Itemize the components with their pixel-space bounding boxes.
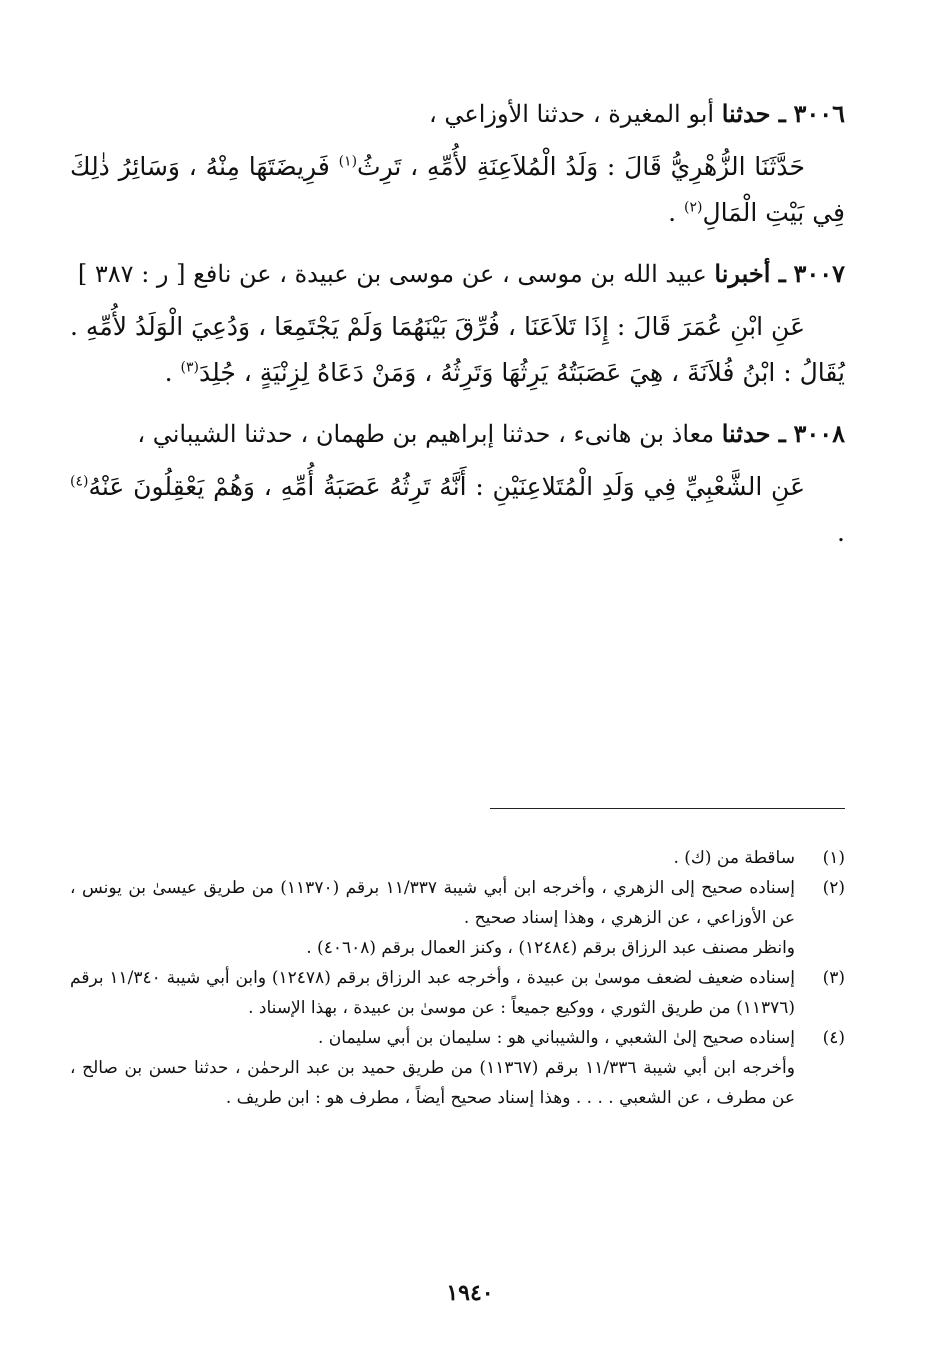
isnad: ٣٠٠٦ ـ حدثنا أبو المغيرة ، حدثنا الأوزاعي ،	[429, 99, 845, 128]
footnote-divider	[490, 808, 845, 809]
footnote-text: إسناده صحيح إلىٰ الشعبي ، والشيباني هو : سليمان بن أبي سليمان .	[317, 1028, 795, 1048]
hadith-3008	[70, 410, 845, 556]
footnote-1	[70, 843, 845, 873]
hadith-number: ٣٠٠٨	[793, 419, 845, 448]
footnote-text: وانظر مصنف عبد الرزاق برقم (١٢٤٨٤) ، وكنز العمال برقم (٤٠٦٠٨) .	[306, 938, 795, 958]
hadith-3006	[70, 90, 845, 236]
isnad: ٣٠٠٧ ـ أخبرنا عبيد الله بن موسى ، عن موسى بن عبيدة ، عن نافع [ ر : ٣٨٧ ]	[77, 259, 845, 288]
footnote-3	[70, 963, 845, 1023]
footnote-text: ساقطة من (ك) .	[673, 848, 795, 868]
footnote-number: (٣)	[822, 968, 845, 988]
footnote-number: (٤)	[822, 1028, 845, 1048]
footnote-text: إسناده صحيح إلى الزهري ، وأخرجه ابن أبي شيبة ١١/٣٣٧ برقم (١١٣٧٠) من طريق عيسىٰ بن يونس ، عن الأوزاعي ، عن الزهري ، وهذا إسناد صحيح .	[70, 878, 795, 928]
narration-verb: أخبرنا	[714, 259, 771, 288]
footnote-ref: (٣)	[180, 359, 199, 376]
footnotes	[70, 843, 845, 1113]
matn-end: .	[164, 358, 181, 387]
matn-end: .	[837, 518, 845, 547]
matn-text: حَدَّثَنَا الزُّهْرِيُّ قَالَ : وَلَدُ الْمُلاَعِنَةِ لأُمِّهِ ، تَرِثُ	[357, 152, 805, 181]
hadith-number: ٣٠٠٦	[793, 99, 845, 128]
matn	[70, 304, 845, 396]
matn	[70, 464, 845, 556]
isnad-text: عبيد الله بن موسى ، عن موسى بن عبيدة ، عن نافع	[193, 260, 707, 288]
hadith-3007	[70, 250, 845, 396]
matn-end: .	[668, 198, 684, 227]
matn-text: فَرِيضَتَهَا مِنْهُ ، وَسَائِرُ ذٰلِكَ فِي بَيْتِ الْمَالِ	[70, 152, 845, 227]
footnote-number: (١)	[822, 848, 845, 868]
narration-verb: حدثنا	[721, 419, 771, 448]
matn-text: عَنِ الشَّعْبِيِّ فِي وَلَدِ الْمُتَلاعِنَيْنِ : أَنَّهُ تَرِثُهُ عَصَبَةُ أُمِّهِ ، وَهُمْ يَعْقِلُونَ عَنْهُ	[88, 472, 805, 501]
hadith-number: ٣٠٠٧	[793, 259, 845, 288]
footnote-text: وأخرجه ابن أبي شيبة ١١/٣٣٦ برقم (١١٣٦٧) من طريق حميد بن عبد الرحمٰن ، حدثنا حسن بن صالح ، عن مطرف ، عن الشعبي . . . . وهذا إسناد صحيح أيضاً ، مطرف هو : ابن طريف .	[70, 1058, 795, 1108]
cross-reference: [ ر : ٣٨٧ ]	[77, 260, 186, 288]
narration-verb: حدثنا	[721, 99, 771, 128]
footnote-number: (٢)	[822, 878, 845, 898]
page-number: ١٩٤٠	[446, 1280, 494, 1306]
footnote-ref: (١)	[338, 153, 358, 170]
footnote-ref: (٤)	[70, 473, 89, 490]
isnad-text: معاذ بن هانىء ، حدثنا إبراهيم بن طهمان ، حدثنا الشيباني ،	[137, 420, 715, 448]
footnote-4	[70, 1023, 845, 1113]
isnad: ٣٠٠٨ ـ حدثنا معاذ بن هانىء ، حدثنا إبراهيم بن طهمان ، حدثنا الشيباني ،	[137, 419, 845, 448]
footnote-ref: (٢)	[684, 199, 703, 216]
matn	[70, 144, 845, 236]
matn-text: عَنِ ابْنِ عُمَرَ قَالَ : إِذَا تَلاَعَنَا ، فُرِّقَ بَيْنَهُمَا وَلَمْ يَجْتَمِعَا ، وَدُعِيَ الْوَلَدُ لأُمِّهِ . يُقَالُ : ابْنُ فُلاَنَةَ ، هِيَ عَصَبَتُهُ يَرِثُهَا وَتَرِثُهُ ، وَمَنْ دَعَاهُ لِزِنْيَةٍ ، جُلِدَ	[70, 312, 845, 387]
footnote-text: إسناده ضعيف لضعف موسىٰ بن عبيدة ، وأخرجه عبد الرزاق برقم (١٢٤٧٨) وابن أبي شيبة ١١/٣٤٠ برقم (١١٣٧٦) من طريق الثوري ، ووكيع جميعاً : عن موسىٰ بن عبيدة ، بهذا الإسناد .	[70, 968, 795, 1018]
main-text	[70, 90, 845, 570]
footnote-2	[70, 873, 845, 963]
isnad-text: أبو المغيرة ، حدثنا الأوزاعي ،	[429, 100, 715, 128]
